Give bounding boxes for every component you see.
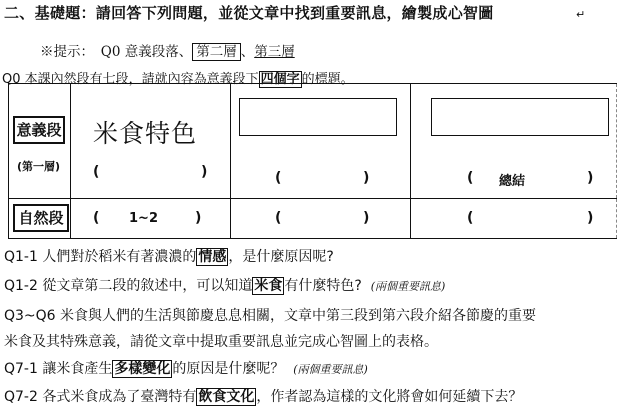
table-row (9, 84, 617, 199)
table-cell (71, 199, 231, 239)
q0-boxed-term: 四個字 (260, 72, 300, 87)
row-header-cell (9, 84, 71, 199)
paren-close: ) (195, 210, 202, 226)
first-layer-label: (第一層) (17, 160, 61, 173)
paren-close: ) (587, 170, 594, 186)
q1-2-note: (兩個重要訊息) (370, 280, 446, 293)
q7-1-boxed-term: 多樣變化 (114, 361, 171, 377)
question-q1-1 (4, 246, 334, 266)
hint-prefix: ※提示： Q0 意義段落、 (40, 44, 193, 60)
q7-2-boxed-term: 飲食文化 (198, 389, 255, 405)
q1-1-prefix: Q1-1 人們對於稻米有著濃濃的 (4, 249, 197, 265)
question-q7-2 (4, 386, 522, 406)
table-cell (411, 199, 617, 239)
q7-1-suffix: 的原因是什麼呢？ (172, 361, 285, 377)
paren-open: ( (467, 170, 474, 186)
question-q3-6-line2: 米食及其特殊意義，請從文章中提取重要訊息並完成心智圖上的表格。 (4, 334, 438, 350)
natural-section-label: 自然段 (13, 204, 69, 232)
meaning-section-label: 意義段 (13, 116, 65, 144)
table-row (9, 199, 617, 239)
q1-1-suffix: ，是什麼原因呢? (228, 249, 334, 265)
question-q7-1 (4, 358, 368, 378)
hint-underlined-term: 第三層 (254, 44, 295, 60)
table-cell (71, 84, 231, 199)
paren-close: ) (201, 164, 208, 180)
hint-separator: 、 (240, 44, 255, 60)
paragraph-mark: ↵ (576, 8, 586, 21)
mindmap-table (8, 83, 617, 239)
paren-close: ) (363, 170, 370, 186)
q7-1-note: (兩個重要訊息) (293, 363, 368, 376)
table-cell (411, 84, 617, 199)
section-title: 二、基礎題：請回答下列問題，並從文章中找到重要訊息，繪製成心智圖 (4, 4, 494, 22)
answer-box[interactable] (239, 98, 397, 136)
q7-1-prefix: Q7-1 讓米食產生 (4, 361, 113, 377)
q1-2-boxed-term: 米食 (254, 278, 283, 294)
question-q1-2 (4, 275, 445, 295)
paren-close: ) (587, 210, 594, 226)
paren-open: ( (93, 164, 100, 180)
summary-label: 總結 (499, 174, 526, 189)
paren-open: ( (275, 210, 282, 226)
paren-open: ( (93, 210, 100, 226)
rice-feature-heading: 米食特色 (93, 119, 198, 148)
q0-suffix: 的標題。 (301, 72, 354, 87)
q7-2-suffix: ，作者認為這樣的文化將會如何延續下去？ (256, 389, 523, 405)
paren-close: ) (363, 210, 370, 226)
paren-open: ( (275, 170, 282, 186)
hint-line (40, 40, 295, 60)
row-header-cell (9, 199, 71, 239)
q1-1-boxed-term: 情感 (198, 249, 227, 265)
paren-open: ( (467, 210, 474, 226)
answer-box[interactable] (431, 98, 609, 136)
q1-2-suffix: 有什麼特色? (284, 278, 362, 294)
q1-2-prefix: Q1-2 從文章第二段的敘述中，可以知道 (4, 278, 253, 294)
q7-2-prefix: Q7-2 各式米食成為了臺灣特有 (4, 389, 197, 405)
table-cell (231, 199, 411, 239)
table-cell (231, 84, 411, 199)
question-q3-6-line1: Q3~Q6 米食與人們的生活與節慶息息相關，文章中第三段到第六段介紹各節慶的重要 (4, 308, 537, 324)
hint-boxed-term: 第二層 (192, 43, 241, 61)
paragraph-range-value: 1~2 (129, 211, 158, 226)
q0-prefix: Q0 本課內然段有七段，請就內容為意義段下 (2, 72, 259, 87)
